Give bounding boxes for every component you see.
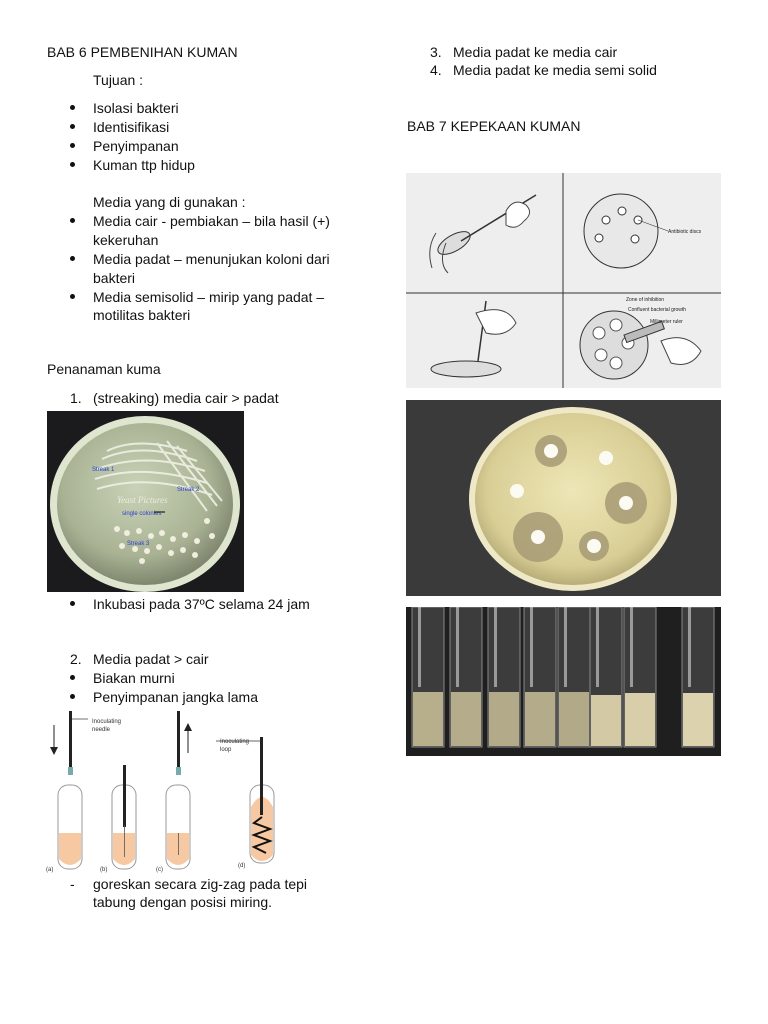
- bullet-icon: [70, 143, 75, 148]
- list-item: Penyimpanan: [93, 138, 179, 154]
- plate-watermark: Yeast Pictures: [117, 495, 168, 505]
- penanaman-heading: Penanaman kuma: [47, 361, 161, 377]
- needle-label-2: needle: [92, 727, 111, 733]
- loop-label-2: loop: [220, 747, 232, 753]
- bullet-icon: [70, 694, 75, 699]
- list-item: Identisifikasi: [93, 119, 170, 135]
- antibiotic-discs-label: Antibiotic discs: [668, 229, 702, 235]
- loop-label-1: Inoculating: [220, 739, 250, 745]
- bullet-icon: [70, 162, 75, 167]
- single-colonies-label: single colonies: [122, 511, 162, 517]
- confluent-growth-label: Confluent bacterial growth: [628, 307, 687, 313]
- step-1-number: 1.: [70, 390, 82, 406]
- list-item: Biakan murni: [93, 670, 175, 686]
- streak-2-label: Streak 2: [177, 487, 200, 493]
- panel-a-label: (a): [46, 867, 54, 873]
- bullet-icon: [70, 218, 75, 223]
- list-item-continued: bakteri: [93, 270, 136, 286]
- streak-1-label: Streak 1: [92, 467, 115, 473]
- panel-c-label: (c): [156, 867, 163, 873]
- test-tubes-photo: [406, 607, 721, 756]
- streak-3-label: Streak 3: [127, 541, 150, 547]
- item-4-number: 4.: [430, 62, 442, 78]
- inkubasi-text: Inkubasi pada 37ºC selama 24 jam: [93, 596, 310, 612]
- bullet-icon: [70, 294, 75, 299]
- bullet-icon: [70, 256, 75, 261]
- tujuan-label: Tujuan :: [93, 72, 144, 88]
- list-item: Kuman ttp hidup: [93, 157, 195, 173]
- list-item: Media semisolid – mirip yang padat –: [93, 289, 325, 305]
- chapter-7-title: BAB 7 KEPEKAAN KUMAN: [407, 118, 581, 134]
- panel-b-label: (b): [100, 867, 108, 873]
- step-2-number: 2.: [70, 651, 82, 667]
- note-line-1: goreskan secara zig-zag pada tepi: [93, 876, 308, 892]
- list-item: Isolasi bakteri: [93, 100, 179, 116]
- bullet-icon: [70, 601, 75, 606]
- list-item: Media cair - pembiakan – bila hasil (+): [93, 213, 330, 229]
- bullet-icon: [70, 675, 75, 680]
- media-label: Media yang di gunakan :: [93, 194, 246, 210]
- step-2-text: Media padat > cair: [93, 651, 209, 667]
- list-item-continued: motilitas bakteri: [93, 307, 191, 323]
- tube-inoculation-diagram: [38, 707, 284, 877]
- note-line-2: tabung dengan posisi miring.: [93, 894, 273, 910]
- dash-marker: -: [70, 876, 75, 892]
- item-3-text: Media padat ke media cair: [453, 44, 618, 60]
- needle-label-1: Inoculating: [92, 719, 122, 725]
- chapter-6-title: BAB 6 PEMBENIHAN KUMAN: [47, 44, 238, 60]
- streak-plate-photo: [47, 411, 244, 592]
- millimeter-ruler-label: Millimeter ruler: [650, 319, 683, 325]
- bullet-icon: [70, 105, 75, 110]
- item-4-text: Media padat ke media semi solid: [453, 62, 657, 78]
- list-item: Penyimpanan jangka lama: [93, 689, 258, 705]
- panel-d-label: (d): [238, 863, 246, 869]
- step-1-text: (streaking) media cair > padat: [93, 390, 279, 406]
- list-item-continued: kekeruhan: [93, 232, 159, 248]
- bullet-icon: [70, 124, 75, 129]
- antibiotic-plate-photo: [406, 400, 721, 596]
- zone-inhibition-label: Zone of inhibition: [626, 297, 665, 303]
- disk-diffusion-diagram: [406, 173, 721, 388]
- item-3-number: 3.: [430, 44, 442, 60]
- list-item: Media padat – menunjukan koloni dari: [93, 251, 330, 267]
